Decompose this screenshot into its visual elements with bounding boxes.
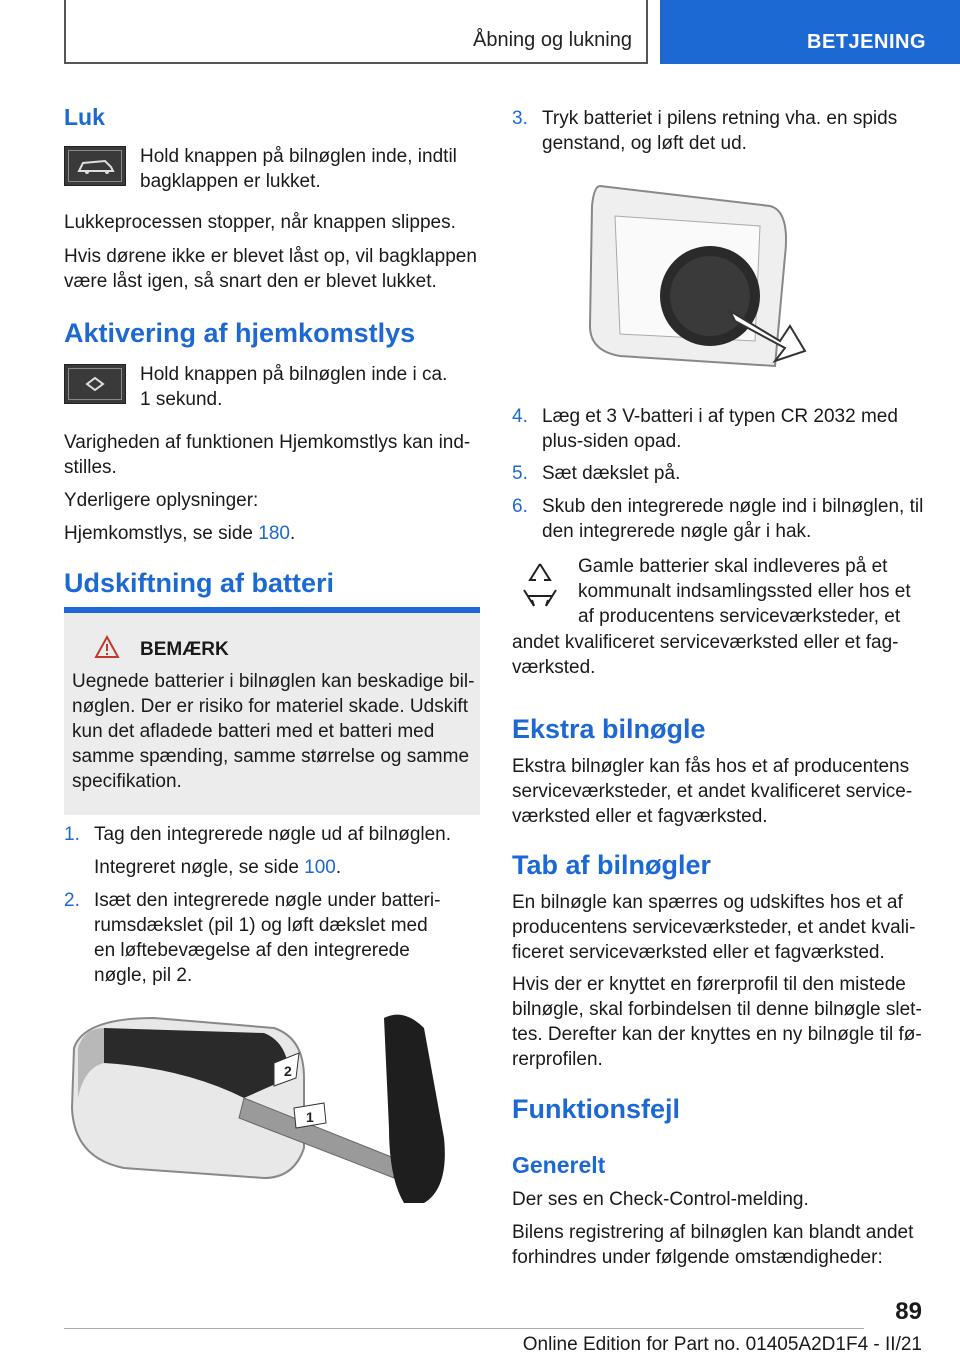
step-4-number: 4. xyxy=(512,406,528,427)
gen-paragraph-1: Der ses en Check-Control-melding. xyxy=(512,1189,809,1210)
step-5-text: Sæt dækslet på. xyxy=(542,463,681,484)
akt-p3-end: . xyxy=(289,523,296,544)
ekstra-paragraph: Ekstra bilnøgler kan fås hos et af producentens serviceværksteder, et andet kvalificeret serviceværksted eller et fagværksted. xyxy=(512,756,913,827)
warning-icon xyxy=(94,635,120,659)
akt-icon-text-1: Hold knappen på bilnøglen inde i ca. xyxy=(140,364,448,385)
step-2-number: 2. xyxy=(64,890,80,911)
akt-paragraph-3 xyxy=(64,521,480,546)
step-6-text: Skub den integrerede nøgle ind i bilnøglen, til den integrerede nøgle går i hak. xyxy=(542,496,924,542)
step-2-text: Isæt den integrerede nøgle under batterirumsdækslet (pil 1) og løft dækslet med en løftebevægelse af den integrerede nøgle, pil 2. xyxy=(94,890,441,986)
notice-box xyxy=(64,613,480,815)
section-tab-label: BETJENING xyxy=(807,31,926,53)
step-1-number: 1. xyxy=(64,824,80,845)
heading-ekstra: Ekstra bilnøgle xyxy=(512,714,706,744)
heading-luk: Luk xyxy=(64,104,105,130)
tab-paragraph-1: En bilnøgle kan spærres og udskiftes hos et af producentens serviceværksteder, et andet kvalificeret serviceværksted eller et fagværksted. xyxy=(512,892,916,963)
footer-divider xyxy=(64,1328,864,1329)
notice-text: Uegnede batterier i bilnøglen kan beskadige bilnøglen. Der er risiko for materiel skade. Udskift kun det afladede batteri med et batteri med samme spænding, samme størrelse og samme specifikation. xyxy=(72,671,475,792)
heading-udskiftning: Udskiftning af batteri xyxy=(64,568,335,598)
step-1-text: Tag den integrerede nøgle ud af bilnøglen. xyxy=(94,824,452,845)
battery-illustration xyxy=(580,176,810,376)
luk-paragraph-1: Lukkeprocessen stopper, når knappen slippes. xyxy=(64,212,456,233)
recycle-text-2: andet kvalificeret serviceværksted eller et fagværksted. xyxy=(512,632,899,678)
step-1-sub-end: . xyxy=(335,857,342,878)
tab-paragraph-2: Hvis der er knyttet en førerprofil til den mistede bilnøgle, skal forbindelsen til denne bilnøgle slettes. Derefter kan der knyttes en ny bilnøgle til førerprofilen. xyxy=(512,974,922,1070)
recycle-text-1: Gamle batterier skal indleveres på et kommunalt indsamlingssted eller hos et af producentens serviceværksteder, et xyxy=(578,556,911,627)
notice-title: BEMÆRK xyxy=(140,639,229,660)
car-rear-icon xyxy=(65,147,125,185)
section-tab[interactable] xyxy=(660,0,960,64)
figure-label-1: 1 xyxy=(306,1109,314,1125)
akt-p3-text: Hjemkomstlys, se side xyxy=(64,523,259,544)
page-link-180[interactable]: 180 xyxy=(258,523,290,544)
page-link-100[interactable]: 100 xyxy=(304,857,336,878)
heading-tab: Tab af bilnøgler xyxy=(512,850,712,880)
step-6-number: 6. xyxy=(512,496,528,517)
step-5-number: 5. xyxy=(512,463,528,484)
akt-icon-text-2: 1 sekund. xyxy=(140,389,223,410)
step-1-sub-text: Integreret nøgle, se side xyxy=(94,857,305,878)
akt-paragraph-1: Varigheden af funktionen Hjemkomstlys kan indstilles. xyxy=(64,432,471,478)
key-removal-illustration xyxy=(64,1008,464,1208)
page-number: 89 xyxy=(895,1298,922,1325)
step-3-text: Tryk batteriet i pilens retning vha. en spids genstand, og løft det ud. xyxy=(542,108,898,154)
chapter-title: Åbning og lukning xyxy=(472,29,632,51)
luk-icon-text: Hold knappen på bilnøglen inde, indtil bagklappen er lukket. xyxy=(140,146,457,192)
footer-edition: Online Edition for Part no. 01405A2D1F4 - II/21 xyxy=(522,1334,922,1355)
recycle-icon xyxy=(512,556,568,612)
heading-aktivering: Aktivering af hjemkomstlys xyxy=(64,318,416,348)
header-left-box xyxy=(64,0,648,64)
step-3-number: 3. xyxy=(512,108,528,129)
diamond-icon xyxy=(65,365,125,403)
light-button-icon xyxy=(64,364,126,404)
tailgate-button-icon xyxy=(64,146,126,186)
heading-funktionsfejl: Funktionsfejl xyxy=(512,1094,680,1124)
gen-paragraph-2: Bilens registrering af bilnøglen kan blandt andet forhindres under følgende omstændigheder: xyxy=(512,1222,914,1268)
figure-label-2: 2 xyxy=(284,1063,292,1079)
luk-paragraph-2: Hvis dørene ikke er blevet låst op, vil bagklappen være låst igen, så snart den er blevet lukket. xyxy=(64,246,477,292)
step-4-text: Læg et 3 V-batteri i af typen CR 2032 med plus-siden opad. xyxy=(542,406,898,452)
heading-generelt: Generelt xyxy=(512,1152,606,1178)
step-1-sub xyxy=(94,855,480,880)
akt-paragraph-2: Yderligere oplysninger: xyxy=(64,490,259,511)
